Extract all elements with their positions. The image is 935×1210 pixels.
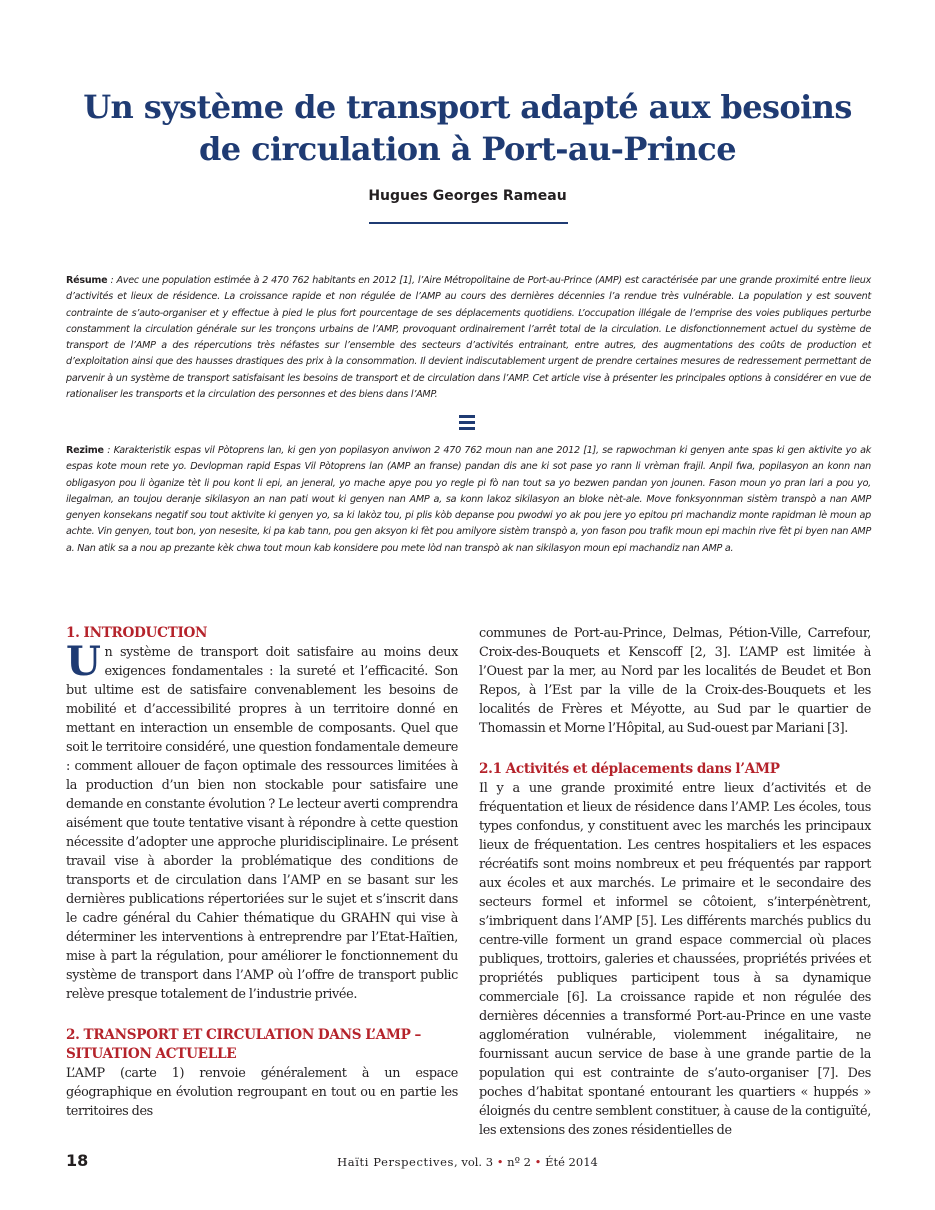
section-1-heading: 1. INTRODUCTION: [66, 625, 208, 641]
journal-volume: , vol. 3: [454, 1155, 497, 1169]
section-2-paragraph: L’AMP (carte 1) renvoie généralement à un espace géographique en évolution regroupant en tout ou en partie les territoires des: [66, 1066, 458, 1119]
abstract-french-text: : Avec une population estimée à 2 470 762 habitants en 2012 [1], l’Aire Métropolitaine de Port-au-Prince (AMP) est caractérisée par une grande proximité entre lieux d’activités et lieux de résidence. La croissance rapide et non régulée de l’AMP au cours des dernières décennies l’a rendue très vulnérable. La population y est souvent contrainte de s’auto-organiser et y effectue à pied le plus fort pourcentage de ses déplacements quotidiens. L’occupation illégale de l’emprise des voies publiques perturbe constamment la circulation générale sur les tronçons urbains de l’AMP, provoquant ordinairement l’arrêt total de la circulation. Le disfonctionnement actuel du système de transport de l’AMP a des répercutions très néfastes sur l’ensemble des secteurs d’activités entrainant, entre autres, des augmentations des coûts de production et d’exploitation ainsi que des hausses drastiques des prix à la consommation. Il devient indiscutablement urgent de prendre certaines mesures de redressement permettant de parvenir à un système de transport satisfaisant les besoins de transport et de circulation dans l’AMP. Cet article vise à présenter les principales options à considérer en vue de rationaliser les transports et la circulation des personnes et des biens dans l’AMP.: [66, 275, 871, 401]
article-title: [60, 86, 875, 170]
right-column-paragraph-1: communes de Port-au-Prince, Delmas, Pétion-Ville, Carrefour, Croix-des-Bouquets et Kenscoff [2, 3]. L’AMP est limitée à l’Ouest par la mer, au Nord par les localités de Beudet et Bon Repos, à l’Est par la ville de la Croix-des-Bouquets et les localités de Frères et Méyotte, au Sud par le quartier de Thomassin et Morne l’Hôpital, au Sud-ouest par Mariani [3].: [479, 626, 871, 736]
abstract-kreyol-text: : Karakteristik espas vil Pòtoprens lan, ki gen yon popilasyon anviwon 2 470 762 moun nan ane 2012 [1], se rapwochman ki genyen ante spas ki gen aktivite yo ak espas kote moun rete yo. Devlopman rapid Espas Vil Pòtoprens lan (AMP an franse) pandan dis ane ki sot pase yo rann li vrèman frajil. Anpil fwa, popilasyon an konn nan obligasyon pou li òganize tèt li pou kont li epi, an jeneral, yo mache apye pou yo regle pi fò nan tout sa yo bezwen pandan yon jounen. Fason moun yo pran lari a pou yo, ilegalman, an toujou deranje sikilasyon an nan pati wout ki genyen nan AMP a, sa konn lakoz sikilasyon an bloke nèt-ale. Move fonksyonnman sistèm transpò a nan AMP genyen konsekans negatif sou tout aktivite ki genyen yo, sa ki lakòz tou, pi plis kòb depanse pou pwodwi yo ak pou jere yo epitou pri machandiz monte rapidman lè moun ap achte. Vin genyen, tout bon, yon nesesite, ki pa kab tann, pou gen aksyon ki fèt pou amilyore sistèm transpò a, yon fason pou trafik moun epi machin rive fèt pi byen nan AMP a. Nan atik sa a nou ap prezante kèk chwa tout moun kab konsidere pou mete lòd nan transpò ak nan sikilasyon moun epi machandiz nan AMP a.: [66, 445, 871, 554]
subsection-2-1-paragraph: Il y a une grande proximité entre lieux d’activités et de fréquentation et lieux de résidence dans l’AMP. Les écoles, tous types confondus, y constituent avec les marchés les principaux lieux de fréquentation. Les centres hospitaliers et les espaces récréatifs sont moins nombreux et peu fréquentés par rapport aux écoles et aux marchés. Le primaire et le secondaire des secteurs formel et informel se côtoient, s’interpénètrent, s’imbriquent dans l’AMP [5]. Les différents marchés publics du centre-ville forment un grand espace commercial où places publiques, trottoirs, galeries et chaussées, propriétés privées et propriétés publiques participent tous à sa dynamique commerciale [6]. La croissance rapide et non régulée des dernières décennies a transformé Port-au-Prince en une vaste agglomération vulnérable, violemment inégalitaire, ne fournissant aucun service de base à une grande partie de la population qui est contrainte de s’auto-organiser [7]. Des poches d’habitat spontané entourant les quartiers « huppés » éloignés du centre semblent constituer, à cause de la contiguïté, les extensions des zones résidentielles de: [479, 781, 871, 1138]
section-1-paragraph: [66, 638, 458, 1004]
title-line-1: Un système de transport adapté aux besoins: [83, 88, 852, 126]
title-line-2: de circulation à Port-au-Prince: [199, 130, 736, 168]
journal-issue: nº 2: [503, 1155, 535, 1169]
page-number: 18: [66, 1151, 89, 1170]
footer-bullet-1: •: [496, 1155, 504, 1169]
abstract-kreyol: [66, 443, 871, 557]
journal-name: Haïti Perspectives: [337, 1155, 455, 1169]
journal-season: Été 2014: [541, 1155, 598, 1169]
left-column: [66, 624, 458, 1121]
subsection-2-1-heading: 2.1 Activités et déplacements dans l’AMP: [479, 761, 780, 777]
section-separator-icon: [459, 415, 475, 431]
section-1-text: n système de transport doit satisfaire au moins deux exigences fondamentales : la sureté et l’efficacité. Son but ultime est de satisfaire convenablement les besoins de mobilité et d’accessibilité propres à un territoire donné en mettant en interaction un ensemble de composants. Quel que soit le territoire considéré, une question fondamentale demeure : comment allouer de façon optimale des ressources limitées à la production d’un bien non stockable pour satisfaire une demande en constante évolution ? Le lecteur averti comprendra aisément que toute tentative visant à répondre à cette question nécessite d’adopter une approche pluridisciplinaire. Le présent travail vise à aborder la problématique des conditions de transports et de circulation dans l’AMP en se basant sur les dernières publications répertoriées sur le sujet et s’inscrit dans le cadre général du Cahier thématique du GRAHN qui vise à déterminer les interventions à entreprendre par l’Etat-Haïtien, mise à part la régulation, pour améliorer le fonctionnement du système de transport dans l’AMP où l’offre de transport public relève presque totalement de l’industrie privée.: [66, 645, 458, 1002]
section-2-heading: 2. TRANSPORT ET CIRCULATION DANS L’AMP – SITUATION ACTUELLE: [66, 1027, 421, 1062]
drop-cap: U: [66, 638, 101, 685]
footer-bullet-2: •: [534, 1155, 542, 1169]
abstract-french-label: Résume: [66, 275, 108, 286]
author-name: Hugues Georges Rameau: [368, 188, 567, 204]
right-column: [479, 624, 871, 1140]
journal-footer: [0, 1155, 935, 1169]
author-divider: [369, 222, 568, 224]
abstract-kreyol-label: Rezime: [66, 445, 104, 456]
abstract-french: [66, 273, 871, 403]
